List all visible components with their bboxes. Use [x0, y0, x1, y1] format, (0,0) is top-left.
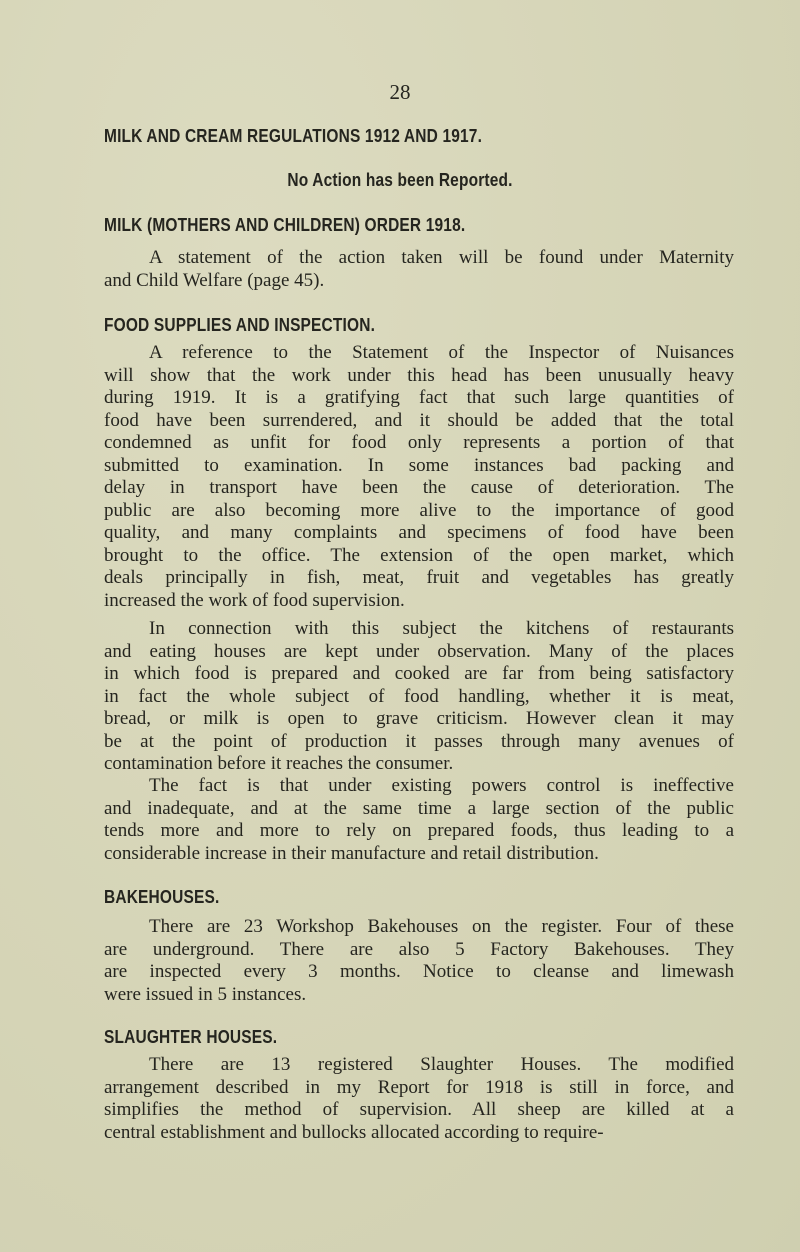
text-line: contamination before it reaches the consumer.: [104, 753, 454, 774]
text-line: considerable increase in their manufacture and retail distribution.: [104, 842, 599, 864]
text-line: deals principally in fish, meat, fruit and vegetables has greatly: [104, 567, 734, 588]
text-line: and eating houses are kept under observation. Many of the places: [104, 640, 734, 662]
text-line: simplifies the method of supervision. All sheep are killed at a: [104, 1099, 734, 1120]
text-line: will show that the work under this head has been unusually heavy: [104, 364, 734, 386]
text-line: quality, and many complaints and specimens of food have been: [104, 522, 734, 543]
paragraph: [104, 916, 734, 1006]
paragraph: [104, 247, 734, 292]
text-line: The fact is that under existing powers control is ineffective: [149, 775, 734, 796]
text-line: bread, or milk is open to grave criticism. However clean it may: [104, 708, 734, 729]
text-line: are underground. There are also 5 Factory Bakehouses. They: [104, 938, 734, 960]
text-line: and inadequate, and at the same time a large section of the public: [104, 797, 734, 819]
text-line: In connection with this subject the kitchens of restaurants: [149, 618, 734, 639]
text-line: food have been surrendered, and it should be added that the total: [104, 409, 734, 431]
text-line: were issued in 5 instances.: [104, 983, 307, 1005]
heading-food-supplies: FOOD SUPPLIES AND INSPECTION.: [104, 315, 376, 335]
no-action-text: No Action has been Reported.: [287, 170, 513, 190]
page-number: 28: [389, 80, 411, 104]
no-action-note: [0, 168, 800, 192]
heading-milk-mothers-children: MILK (MOTHERS AND CHILDREN) ORDER 1918.: [104, 215, 466, 235]
text-line: A reference to the Statement of the Inspector of Nuisances: [149, 342, 734, 363]
text-line: condemned as unfit for food only represents a portion of that: [104, 432, 734, 453]
paragraph: [104, 775, 734, 865]
text-line: There are 23 Workshop Bakehouses on the register. Four of these: [149, 916, 734, 937]
text-line: increased the work of food supervision.: [104, 589, 405, 611]
heading-milk-cream-regulations: MILK AND CREAM REGULATIONS 1912 AND 1917.: [104, 126, 483, 146]
paragraph: [104, 618, 734, 776]
heading-bakehouses: BAKEHOUSES.: [104, 887, 220, 907]
paragraph: [104, 1054, 734, 1144]
text-line: submitted to examination. In some instances bad packing and: [104, 454, 734, 476]
text-line: There are 13 registered Slaughter Houses. The modified: [149, 1054, 734, 1075]
text-line: delay in transport have been the cause of deterioration. The: [104, 477, 734, 498]
text-line: arrangement described in my Report for 1918 is still in force, and: [104, 1076, 734, 1098]
text-line: brought to the office. The extension of the open market, which: [104, 544, 734, 566]
paragraph: [104, 342, 734, 612]
text-line: central establishment and bullocks allocated according to require-: [104, 1121, 604, 1143]
text-line: in fact the whole subject of food handling, whether it is meat,: [104, 685, 734, 707]
text-line: during 1919. It is a gratifying fact that such large quantities of: [104, 387, 734, 408]
heading-slaughter-houses: SLAUGHTER HOUSES.: [104, 1027, 278, 1047]
text-line: tends more and more to rely on prepared foods, thus leading to a: [104, 820, 734, 841]
text-line: in which food is prepared and cooked are far from being satisfactory: [104, 663, 734, 684]
text-line: be at the point of production it passes through many avenues of: [104, 730, 734, 752]
text-line: and Child Welfare (page 45).: [104, 269, 325, 291]
text-line: A statement of the action taken will be found under Maternity: [149, 247, 734, 268]
text-line: are inspected every 3 months. Notice to cleanse and limewash: [104, 961, 734, 982]
text-line: public are also becoming more alive to the importance of good: [104, 499, 734, 521]
